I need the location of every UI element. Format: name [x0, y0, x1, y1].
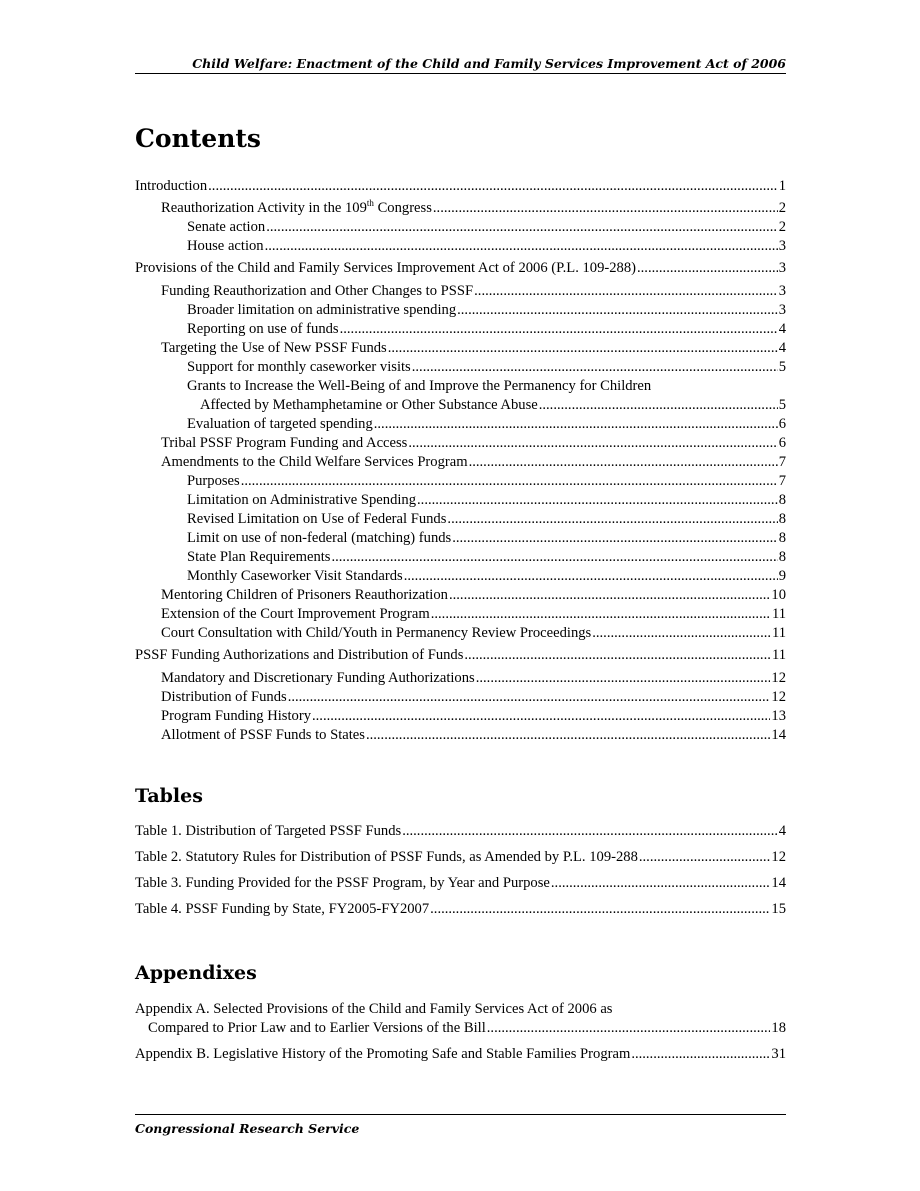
toc-entry-title: Appendix A. Selected Provisions of the Child and Family Services Act of 2006 as — [135, 1001, 613, 1017]
toc-entry-page: 13 — [771, 708, 786, 724]
toc-entry-title: Table 3. Funding Provided for the PSSF Program, by Year and Purpose — [135, 875, 550, 891]
toc-entry-title: Reauthorization Activity in the 109th Congress — [161, 198, 432, 216]
table-list-entry[interactable] — [135, 874, 786, 893]
toc-entry-page: 6 — [778, 416, 786, 432]
toc-entry-title: Broader limitation on administrative spending — [187, 302, 457, 318]
toc-entry-title: Amendments to the Child Welfare Services Program — [161, 454, 468, 470]
dot-leader — [449, 586, 770, 605]
toc-entry[interactable] — [161, 605, 786, 624]
toc-entry[interactable] — [187, 301, 786, 320]
dot-leader — [637, 259, 778, 278]
dot-leader — [265, 237, 778, 256]
dot-leader — [366, 726, 770, 745]
toc-entry-title: PSSF Funding Authorizations and Distribution of Funds — [135, 647, 464, 663]
toc-entry-title: Tribal PSSF Program Funding and Access — [161, 435, 408, 451]
toc-entry-page: 12 — [771, 849, 786, 865]
toc-entry-title: Appendix B. Legislative History of the Promoting Safe and Stable Families Program — [135, 1046, 631, 1062]
toc-entry[interactable] — [187, 529, 786, 548]
toc-entry[interactable] — [161, 726, 786, 745]
dot-leader — [487, 1019, 771, 1038]
dot-leader — [208, 177, 778, 196]
dot-leader — [374, 415, 778, 434]
toc-entry-title: Purposes — [187, 473, 240, 489]
footer: Congressional Research Service — [135, 1121, 360, 1136]
toc-entry[interactable] — [161, 453, 786, 472]
toc-entry[interactable] — [161, 707, 786, 726]
toc-entry[interactable] — [187, 510, 786, 529]
dot-leader — [464, 646, 771, 665]
dot-leader — [539, 396, 778, 415]
table-list-entry[interactable] — [135, 900, 786, 919]
dot-leader — [331, 548, 777, 567]
dot-leader — [402, 822, 778, 841]
toc-entry-page: 8 — [778, 530, 786, 546]
toc-entry-page: 11 — [771, 647, 786, 663]
dot-leader — [417, 491, 778, 510]
toc-entry-page: 12 — [771, 670, 786, 686]
dot-leader — [592, 624, 771, 643]
toc-entry-page: 7 — [778, 454, 786, 470]
dot-leader — [412, 358, 778, 377]
toc-entry-page: 7 — [778, 473, 786, 489]
toc-entry-title: Funding Reauthorization and Other Changes to PSSF — [161, 283, 474, 299]
toc-entry-title: Targeting the Use of New PSSF Funds — [161, 340, 387, 356]
toc-entry[interactable] — [161, 586, 786, 605]
dot-leader — [288, 688, 771, 707]
toc-entry-title: Program Funding History — [161, 708, 311, 724]
appendix-entry[interactable] — [135, 1000, 786, 1038]
toc-entry-page: 9 — [778, 568, 786, 584]
toc-entry-title: Mentoring Children of Prisoners Reauthorization — [161, 587, 448, 603]
toc-entry-title: Support for monthly caseworker visits — [187, 359, 411, 375]
toc-entry-page: 4 — [778, 321, 786, 337]
toc-entry-page: 14 — [771, 727, 786, 743]
running-head: Child Welfare: Enactment of the Child and Family Services Improvement Act of 2006 — [192, 56, 786, 71]
toc-entry-title: Table 4. PSSF Funding by State, FY2005-FY2007 — [135, 901, 430, 917]
dot-leader — [457, 301, 778, 320]
toc-entry-page: 8 — [778, 511, 786, 527]
toc-entry-title-continued: Affected by Methamphetamine or Other Substance Abuse — [200, 397, 538, 413]
toc-entry[interactable] — [187, 567, 786, 586]
toc-entry-page: 12 — [771, 689, 786, 705]
toc-entry-page: 10 — [771, 587, 786, 603]
appendix-entry[interactable] — [135, 1045, 786, 1064]
toc-entry[interactable] — [135, 259, 786, 278]
toc-entry[interactable] — [187, 415, 786, 434]
dot-leader — [340, 320, 778, 339]
toc-entry-page: 11 — [771, 625, 786, 641]
dot-leader — [551, 874, 771, 893]
dot-leader — [266, 218, 777, 237]
toc-entry[interactable] — [187, 472, 786, 491]
toc-entry-title: Limit on use of non-federal (matching) funds — [187, 530, 452, 546]
toc-entry[interactable] — [187, 218, 786, 237]
toc-entry-page: 3 — [778, 302, 786, 318]
toc-entry-page: 14 — [771, 875, 786, 891]
toc-entry-title: Senate action — [187, 219, 266, 235]
toc-entry-page: 15 — [771, 901, 786, 917]
toc-entry-title: Reporting on use of funds — [187, 321, 339, 337]
toc-entry-title: Grants to Increase the Well-Being of and Improve the Permanency for Children — [187, 378, 652, 394]
dot-leader — [469, 453, 778, 472]
dot-leader — [431, 605, 771, 624]
header-rule — [135, 73, 786, 74]
toc-entry[interactable] — [187, 377, 786, 415]
toc-entry-page: 11 — [771, 606, 786, 622]
toc-entry[interactable] — [187, 548, 786, 567]
toc-entry-title: Introduction — [135, 178, 208, 194]
dot-leader — [388, 339, 778, 358]
toc-entry[interactable] — [161, 339, 786, 358]
table-list-entry[interactable] — [135, 822, 786, 841]
toc-entry[interactable] — [161, 282, 786, 301]
toc-entry[interactable] — [161, 199, 786, 218]
toc-entry[interactable] — [187, 491, 786, 510]
toc-entry-page: 3 — [778, 238, 786, 254]
toc-entry-title: Evaluation of targeted spending — [187, 416, 373, 432]
toc-entry-page: 4 — [778, 340, 786, 356]
toc-entry[interactable] — [161, 434, 786, 453]
dot-leader — [433, 199, 778, 218]
toc-entry-page: 6 — [778, 435, 786, 451]
dot-leader — [639, 848, 771, 867]
dot-leader — [474, 282, 778, 301]
toc-entry[interactable] — [187, 237, 786, 256]
toc-entry-title: Monthly Caseworker Visit Standards — [187, 568, 403, 584]
toc-entry-title: Provisions of the Child and Family Services Improvement Act of 2006 (P.L. 109-288) — [135, 260, 636, 276]
dot-leader — [447, 510, 777, 529]
table-list-entry[interactable] — [135, 848, 786, 867]
toc-entry-page: 5 — [778, 397, 786, 413]
toc-entry-page: 2 — [778, 200, 786, 216]
toc-entry-title: House action — [187, 238, 264, 254]
toc-entry-title-continued: Compared to Prior Law and to Earlier Versions of the Bill — [148, 1020, 486, 1036]
dot-leader — [312, 707, 770, 726]
toc-entry-title: Distribution of Funds — [161, 689, 287, 705]
dot-leader — [452, 529, 777, 548]
dot-leader — [631, 1045, 770, 1064]
toc-entry-title: Table 2. Statutory Rules for Distribution of PSSF Funds, as Amended by P.L. 109-288 — [135, 849, 638, 865]
toc-entry-page: 3 — [778, 283, 786, 299]
toc-entry-page: 4 — [778, 823, 786, 839]
toc-entry[interactable] — [135, 646, 786, 665]
toc-entry-page: 8 — [778, 549, 786, 565]
toc-entry[interactable] — [161, 688, 786, 707]
appendixes-heading: Appendixes — [135, 962, 257, 984]
toc-entry-title: Allotment of PSSF Funds to States — [161, 727, 365, 743]
dot-leader — [404, 567, 778, 586]
tables-heading: Tables — [135, 785, 203, 807]
toc-entry-title: Table 1. Distribution of Targeted PSSF Funds — [135, 823, 402, 839]
toc-entry-title: Court Consultation with Child/Youth in Permanency Review Proceedings — [161, 625, 592, 641]
toc-entry-title: Extension of the Court Improvement Program — [161, 606, 430, 622]
toc-entry[interactable] — [161, 624, 786, 643]
toc-entry-title: Revised Limitation on Use of Federal Funds — [187, 511, 447, 527]
toc-entry[interactable] — [161, 669, 786, 688]
toc-entry-page: 3 — [778, 260, 786, 276]
toc-entry-page: 1 — [778, 178, 786, 194]
toc-entry[interactable] — [187, 358, 786, 377]
toc-entry-title: Limitation on Administrative Spending — [187, 492, 417, 508]
toc-entry-page: 31 — [771, 1046, 786, 1062]
dot-leader — [408, 434, 777, 453]
toc-entry-page: 5 — [778, 359, 786, 375]
toc-entry-page: 8 — [778, 492, 786, 508]
toc-entry-page: 18 — [771, 1020, 786, 1036]
dot-leader — [241, 472, 778, 491]
dot-leader — [430, 900, 770, 919]
footer-rule — [135, 1114, 786, 1115]
toc-entry-title: Mandatory and Discretionary Funding Authorizations — [161, 670, 475, 686]
contents-heading: Contents — [135, 124, 262, 153]
toc-entry-page: 2 — [778, 219, 786, 235]
toc-entry[interactable] — [187, 320, 786, 339]
toc-entry-title: State Plan Requirements — [187, 549, 331, 565]
dot-leader — [476, 669, 771, 688]
toc-entry[interactable] — [135, 177, 786, 196]
